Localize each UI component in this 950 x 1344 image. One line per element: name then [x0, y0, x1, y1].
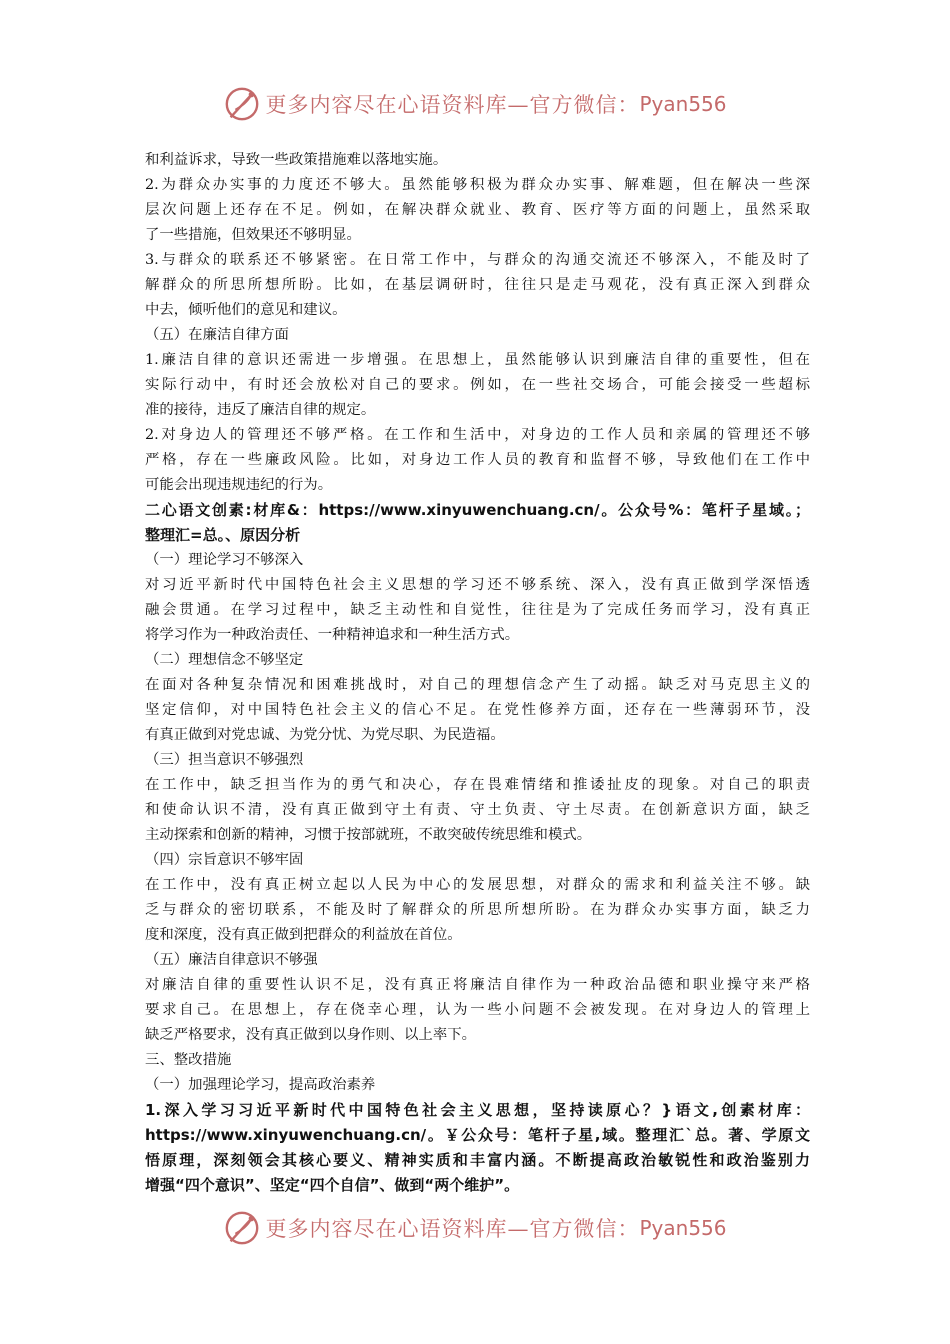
text-line: （三）担当意识不够强烈 [145, 752, 304, 768]
text-line: （一）加强理论学习，提高政治素养 [145, 1077, 376, 1093]
text-line: 3.与群众的联系还不够紧密。在日常工作中，与群众的沟通交流还不够深入，不能及时了 [145, 252, 810, 268]
text-line: （四）宗旨意识不够牢固 [145, 852, 304, 868]
watermark-text-line: https://www.xinyuwenchuang.cn/。￥公众号：笔杆子星,域。整理汇`总。著、学原文 [145, 1126, 810, 1144]
text-line: 融会贯通。在学习过程中，缺乏主动性和自觉性，往往是为了完成任务而学习，没有真正 [145, 602, 810, 618]
banner-wechat-id: Pyan556 [639, 1216, 727, 1240]
text-line: 有真正做到对党忠诚、为党分忧、为党尽职、为民造福。 [145, 727, 505, 743]
text-line: 和利益诉求，导致一些政策措施难以落地实施。 [145, 152, 448, 168]
text-line: 对廉洁自律的重要性认识不足，没有真正将廉洁自律作为一种政治品德和职业操守来严格 [145, 977, 810, 993]
text-line: 可能会出现违规违纪的行为。 [145, 477, 333, 493]
watermark-text-line: 1.深入学习习近平新时代中国特色社会主义思想，坚持读原心？}语文,创素材库： [145, 1101, 810, 1119]
text-line: 中去，倾听他们的意见和建议。 [145, 302, 347, 318]
text-line: 三、整改措施 [145, 1052, 232, 1068]
text-line: 在面对各种复杂情况和困难挑战时，对自己的理想信念产生了动摇。缺乏对马克思主义的 [145, 677, 810, 693]
header-banner [0, 84, 950, 124]
text-line: 主动探索和创新的精神，习惯于按部就班，不敢突破传统思维和模式。 [145, 827, 592, 843]
feather-logo-icon [223, 85, 261, 123]
text-line: 在工作中，缺乏担当作为的勇气和决心，存在畏难情绪和推诿扯皮的现象。对自己的职责 [145, 777, 810, 793]
feather-logo-icon [223, 1209, 261, 1247]
text-line: 了一些措施，但效果还不够明显。 [145, 227, 361, 243]
banner-text: 更多内容尽在心语资料库—官方微信： [265, 93, 640, 117]
watermark-text-line: 悟原理，深刻领会其核心要义、精神实质和丰富内涵。不断提高政治敏锐性和政治鉴别力 [145, 1151, 810, 1169]
watermark-text-line: 二心语文创素:材库&：https://www.xinyuwenchuang.cn/。公众号%：笔杆子星域。； [145, 501, 810, 519]
text-line: （一）理论学习不够深入 [145, 552, 304, 568]
text-line: 准的接待，违反了廉洁自律的规定。 [145, 402, 376, 418]
text-line: 2.为群众办实事的力度还不够大。虽然能够积极为群众办实事、解难题，但在解决一些深 [145, 177, 810, 193]
text-line: （二）理想信念不够坚定 [145, 652, 304, 668]
text-line: 在工作中，没有真正树立起以人民为中心的发展思想，对群众的需求和利益关注不够。缺 [145, 877, 810, 893]
text-line: 2.对身边人的管理还不够严格。在工作和生活中，对身边的工作人员和亲属的管理还不够 [145, 427, 810, 443]
watermark-text-line: 增强“四个意识”、坚定“四个自信”、做到“两个维护”。 [145, 1176, 520, 1194]
text-line: 将学习作为一种政治责任、一种精神追求和一种生活方式。 [145, 627, 520, 643]
text-line: 要求自己。在思想上，存在侥幸心理，认为一些小问题不会被发现。在对身边人的管理上 [145, 1002, 810, 1018]
text-line: （五）廉洁自律意识不够强 [145, 952, 318, 968]
text-line: 度和深度，没有真正做到把群众的利益放在首位。 [145, 927, 462, 943]
text-line: 坚定信仰，对中国特色社会主义的信心不足。在党性修养方面，还存在一些薄弱环节，没 [145, 702, 810, 718]
text-line: （五）在廉洁自律方面 [145, 327, 289, 343]
footer-banner [0, 1208, 950, 1248]
banner-text: 更多内容尽在心语资料库—官方微信： [265, 1217, 640, 1241]
watermark-text-line: 整理汇=总。、原因分析 [145, 526, 301, 544]
banner-wechat-id: Pyan556 [639, 92, 727, 116]
document-body [145, 148, 810, 1198]
text-line: 严格，存在一些廉政风险。比如，对身边工作人员的教育和监督不够，导致他们在工作中 [145, 452, 810, 468]
text-line: 解群众的所思所想所盼。比如，在基层调研时，往往只是走马观花，没有真正深入到群众 [145, 277, 810, 293]
text-line: 实际行动中，有时还会放松对自己的要求。例如，在一些社交场合，可能会接受一些超标 [145, 377, 810, 393]
text-line: 对习近平新时代中国特色社会主义思想的学习还不够系统、深入，没有真正做到学深悟透 [145, 577, 810, 593]
text-line: 1.廉洁自律的意识还需进一步增强。在思想上，虽然能够认识到廉洁自律的重要性，但在 [145, 352, 810, 368]
text-line: 乏与群众的密切联系，不能及时了解群众的所思所想所盼。在为群众办实事方面，缺乏力 [145, 902, 810, 918]
text-line: 缺乏严格要求，没有真正做到以身作则、以上率下。 [145, 1027, 476, 1043]
text-line: 层次问题上还存在不足。例如，在解决群众就业、教育、医疗等方面的问题上，虽然采取 [145, 202, 810, 218]
text-line: 和使命认识不清，没有真正做到守土有责、守土负责、守土尽责。在创新意识方面，缺乏 [145, 802, 810, 818]
